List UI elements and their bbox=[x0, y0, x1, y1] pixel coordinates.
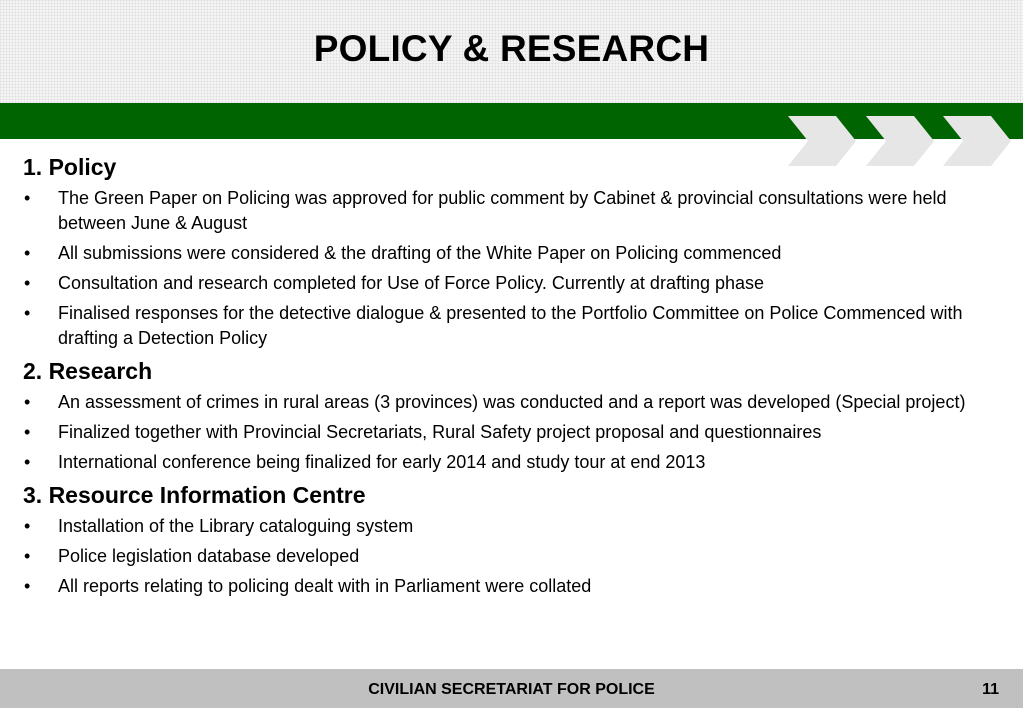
slide-title: POLICY & RESEARCH bbox=[313, 28, 710, 69]
bullet-text: Finalized together with Provincial Secretariats, Rural Safety project proposal and questionnaires bbox=[58, 422, 822, 442]
bullet-icon: • bbox=[24, 243, 31, 263]
section-policy bbox=[23, 152, 1003, 351]
bullet-text: International conference being finalized for early 2014 and study tour at end 2013 bbox=[58, 452, 706, 472]
bullet-text: All reports relating to policing dealt with in Parliament were collated bbox=[58, 576, 592, 596]
bullet-item bbox=[23, 420, 1003, 445]
bullet-list bbox=[23, 186, 1003, 351]
bullet-item bbox=[23, 301, 1003, 351]
bullet-item bbox=[23, 544, 1003, 569]
bullet-icon: • bbox=[24, 188, 31, 208]
bullet-item bbox=[23, 390, 1003, 415]
bullet-text: Finalised responses for the detective dialogue & presented to the Portfolio Committee on Police Commenced with drafting a Detection Policy bbox=[58, 303, 963, 348]
slide-header bbox=[0, 0, 1023, 103]
bullet-icon: • bbox=[24, 303, 31, 323]
bullet-icon: • bbox=[24, 576, 31, 596]
bullet-icon: • bbox=[24, 392, 31, 412]
section-resource-information-centre bbox=[23, 480, 1003, 599]
bullet-text: Consultation and research completed for Use of Force Policy. Currently at drafting phase bbox=[58, 273, 765, 293]
bullet-text: All submissions were considered & the drafting of the White Paper on Policing commenced bbox=[58, 243, 782, 263]
bullet-icon: • bbox=[24, 273, 31, 293]
bullet-text: Installation of the Library cataloguing system bbox=[58, 516, 414, 536]
bullet-icon: • bbox=[24, 422, 31, 442]
bullet-item bbox=[23, 514, 1003, 539]
bullet-item bbox=[23, 450, 1003, 475]
bullet-text: Police legislation database developed bbox=[58, 546, 360, 566]
bullet-item bbox=[23, 271, 1003, 296]
section-heading: 3. Resource Information Centre bbox=[23, 482, 366, 508]
bullet-item bbox=[23, 574, 1003, 599]
section-research bbox=[23, 356, 1003, 475]
bullet-icon: • bbox=[24, 516, 31, 536]
bullet-icon: • bbox=[24, 452, 31, 472]
page-number: 11 bbox=[982, 681, 999, 698]
bullet-icon: • bbox=[24, 546, 31, 566]
bullet-list bbox=[23, 514, 1003, 599]
bullet-list bbox=[23, 390, 1003, 475]
footer-organization: CIVILIAN SECRETARIAT FOR POLICE bbox=[368, 681, 655, 698]
bullet-item bbox=[23, 241, 1003, 266]
slide-footer bbox=[0, 669, 1023, 708]
bullet-item bbox=[23, 186, 1003, 236]
slide-content bbox=[23, 150, 1003, 604]
bullet-text: The Green Paper on Policing was approved for public comment by Cabinet & provincial consultations were held between June & August bbox=[58, 188, 947, 233]
bullet-text: An assessment of crimes in rural areas (3 provinces) was conducted and a report was developed (Special project) bbox=[58, 392, 966, 412]
section-heading: 1. Policy bbox=[23, 154, 117, 180]
section-heading: 2. Research bbox=[23, 358, 153, 384]
